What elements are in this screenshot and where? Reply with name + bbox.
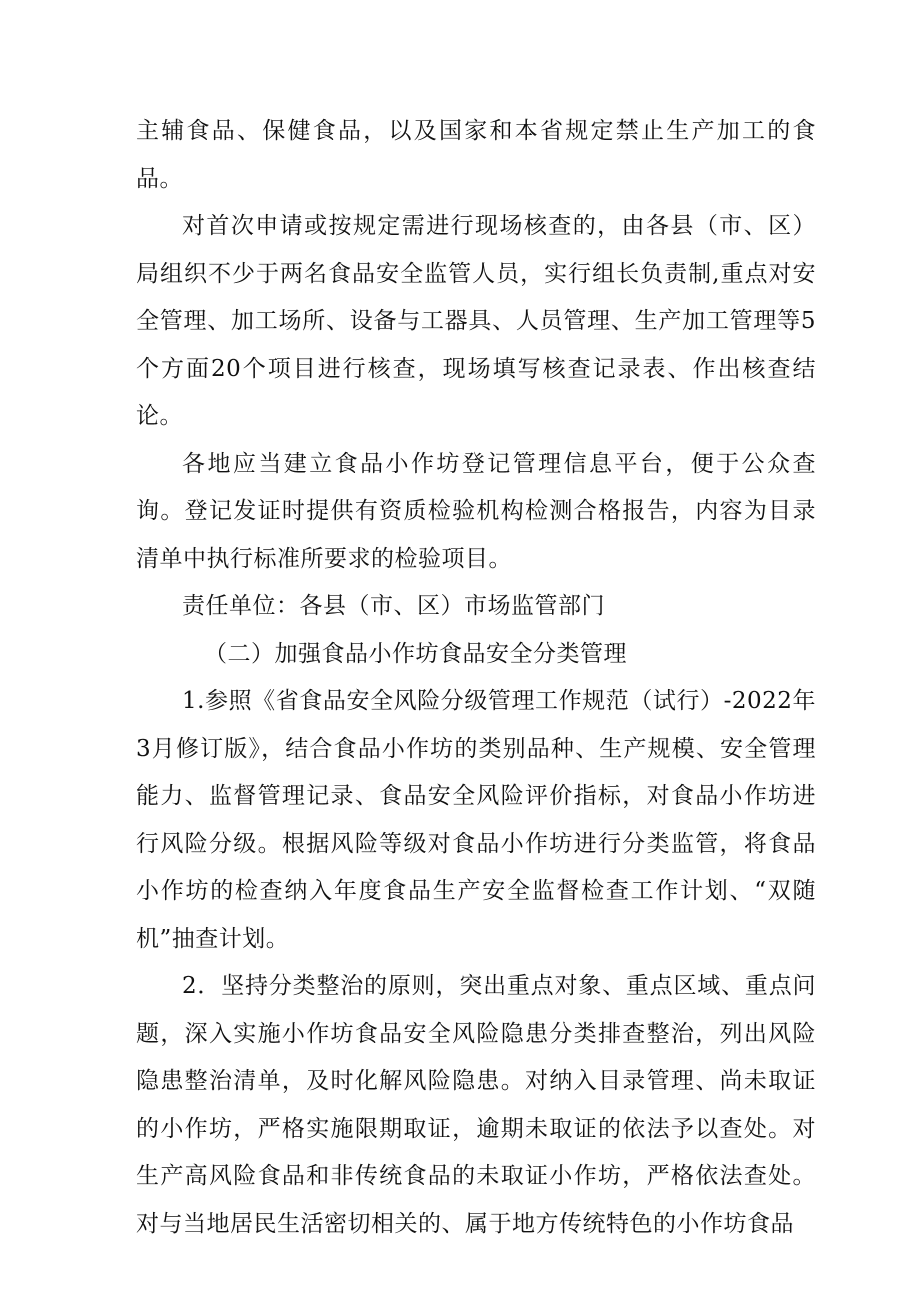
paragraph-continuation: 主辅食品、保健食品，以及国家和本省规定禁止生产加工的食品。 [136,118,816,192]
document-body [136,108,816,1248]
paragraph-item-2: 2．坚持分类整治的原则，突出重点对象、重点区域、重点问题，深入实施小作坊食品安全风险隐患分类排查整治，列出风险隐患整治清单，及时化解风险隐患。对纳入目录管理、尚未取证的小作坊，严格实施限期取证，逾期未取证的依法予以查处。对生产高风险食品和非传统食品的未取证小作坊，严格依法查处。对与当地居民生活密切相关的、属于地方传统特色的小作坊食品 [136,973,816,1237]
responsible-unit: 责任单位：各县（市、区）市场监管部门 [182,593,605,619]
paragraph-item-1: 1.参照《省食品安全风险分级管理工作规范（试行）-2022年3月修订版》，结合食品小作坊的类别品种、生产规模、安全管理能力、监督管理记录、食品安全风险评价指标，对食品小作坊进行风险分级。根据风险等级对食品小作坊进行分类监管，将食品小作坊的检查纳入年度食品生产安全监督检查工作计划、“双随机”抽查计划。 [136,688,816,952]
paragraph-onsite-inspection: 对首次申请或按规定需进行现场核查的，由各县（市、区）局组织不少于两名食品安全监管人员，实行组长负责制,重点对安全管理、加工场所、设备与工器具、人员管理、生产加工管理等5个方面20个项目进行核查，现场填写核查记录表、作出核查结论。 [136,213,816,429]
section-heading: （二）加强食品小作坊食品安全分类管理 [204,640,627,667]
paragraph-info-platform: 各地应当建立食品小作坊登记管理信息平台，便于公众查询。登记发证时提供有资质检验机构检测合格报告，内容为目录清单中执行标准所要求的检验项目。 [136,450,816,572]
